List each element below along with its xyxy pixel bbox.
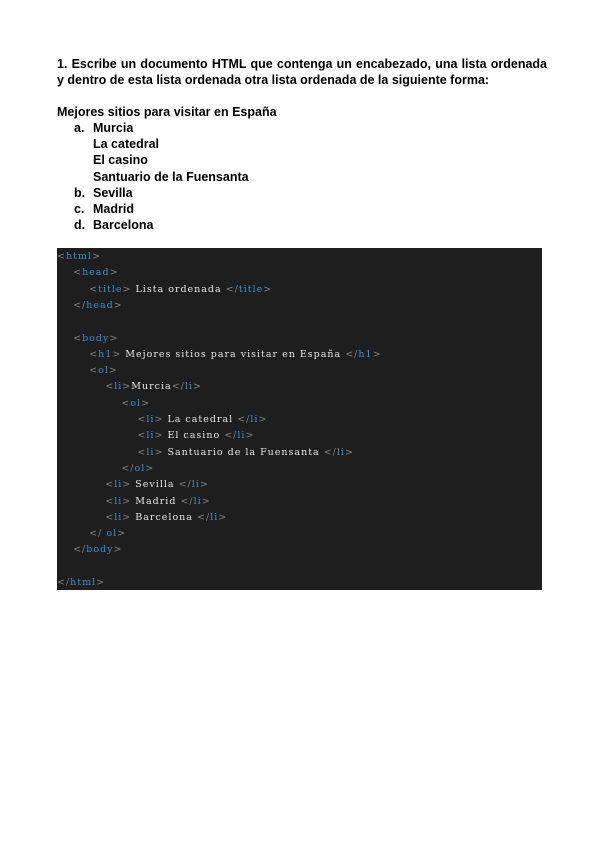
code-tag-name: html [65,251,92,262]
code-bracket: > [122,495,132,507]
code-tag-name: head [82,267,110,279]
code-bracket: > [108,365,118,377]
code-bracket: < [73,267,83,279]
list-item-text: La catedral [93,137,160,152]
code-tag-name: h1 [358,348,373,360]
code-bracket: > [91,251,101,262]
example-list-title: Mejores sitios para visitar en España [57,105,277,119]
code-text [57,544,73,555]
code-line [57,494,211,510]
code-text [57,414,137,425]
code-tag-name: li [191,479,200,491]
code-bracket: < [89,283,99,295]
list-item-text: Santuario de la Fuensanta [93,169,249,184]
list-item-text: Madrid [93,201,134,216]
code-tag-name: ol [134,462,146,474]
code-bracket: > [192,381,202,393]
code-bracket: < [73,332,83,344]
code-bracket: < [137,430,147,442]
code-text [57,479,105,490]
code-tag-name: li [114,479,123,491]
code-bracket: > [263,283,273,295]
code-tag-name: li [114,511,123,523]
list-item-text: El casino [93,153,148,168]
code-bracket: > [109,267,119,279]
list-item-marker: a. [74,121,85,135]
code-line [57,412,267,428]
code-tag-name: ol [130,397,142,409]
list-item-text: Barcelona [93,218,154,233]
code-bracket: > [113,299,123,311]
code-bracket: > [218,511,228,523]
code-text [57,381,105,392]
code-text: Madrid [131,495,181,507]
code-line [57,445,354,461]
code-bracket: > [372,348,382,360]
code-bracket: < [105,381,115,393]
code-bracket: > [122,479,132,491]
code-tag-name: li [114,381,123,393]
code-text: Sevilla [131,479,179,491]
code-bracket: < [105,511,115,523]
code-text: La catedral [163,414,238,425]
code-text: Murcia [131,381,172,393]
code-text: Barcelona [131,511,197,523]
code-tag-name: li [184,381,193,393]
code-bracket: </ [178,479,192,491]
list-item-marker: b. [74,185,86,200]
code-bracket: > [113,544,123,556]
code-bracket: > [122,511,132,523]
code-text: Mejores sitios para visitar en España [121,348,346,360]
code-text [57,300,73,311]
list-item-marker: c. [74,201,85,216]
code-bracket: < [137,446,147,458]
code-bracket: < [121,397,131,409]
code-bracket: > [154,414,164,425]
code-tag-name: h1 [98,348,113,360]
code-bracket: </ [180,495,194,507]
code-bracket: </ [225,283,239,295]
code-bracket: < [89,348,99,360]
code-text [57,267,73,278]
code-bracket: </ [224,430,238,442]
code-line [57,363,118,379]
code-line [57,526,126,542]
code-bracket: </ [73,299,87,311]
code-bracket: </ [121,462,135,474]
code-line [57,428,254,444]
code-tag-name: li [146,446,155,458]
code-bracket: > [117,528,127,540]
code-bracket: > [258,414,268,425]
code-bracket: </ [196,511,211,523]
code-tag-name: title [238,283,264,295]
code-block [57,248,542,590]
code-text: Santuario de la Fuensanta [163,446,324,458]
code-line [57,265,119,281]
code-line [57,575,105,590]
code-text [57,349,89,360]
code-bracket: </ [237,414,251,425]
code-bracket: < [137,414,147,425]
list-item-text: Murcia [93,121,134,135]
code-bracket: > [122,283,132,295]
code-bracket: </ [345,348,359,360]
code-tag-name: li [146,430,155,442]
code-line [57,379,202,395]
code-bracket: > [201,495,211,507]
code-tag-name: li [193,495,202,507]
code-text: El casino [163,430,225,442]
code-bracket: < [57,251,66,262]
code-bracket: </ [73,544,87,556]
code-line [57,510,227,526]
code-bracket: > [344,446,354,458]
code-text [57,528,89,539]
code-tag-name: li [114,495,123,507]
code-bracket: > [112,348,122,360]
code-line [57,542,122,558]
code-bracket: </ [323,446,337,458]
code-text [57,496,105,507]
code-text [57,463,121,474]
code-tag-name: li [250,414,259,425]
code-text [57,447,137,458]
list-item-text: Sevilla [93,185,133,200]
code-bracket: < [105,495,115,507]
code-bracket: < [105,479,115,491]
code-tag-name: html [70,577,97,588]
code-tag-name: li [237,430,246,442]
code-line [57,282,272,298]
code-text [57,365,89,376]
code-bracket: > [199,479,209,491]
code-bracket: > [154,446,164,458]
code-line [57,347,382,363]
code-bracket: < [89,365,99,377]
code-text [57,512,105,523]
code-bracket: </ [57,577,71,588]
code-tag-name: head [86,299,114,311]
code-text [57,398,121,409]
code-tag-name: body [86,544,114,556]
code-tag-name: body [82,332,110,344]
code-bracket: </ [89,528,103,540]
code-bracket: > [154,430,164,442]
code-bracket: > [96,577,106,588]
code-bracket: > [141,397,151,409]
code-line [57,396,150,412]
code-bracket: > [245,430,255,442]
code-tag-name: title [98,283,123,295]
code-text [57,284,89,295]
code-line [57,331,118,347]
code-tag-name: ol [102,528,118,540]
code-line [57,477,209,493]
code-tag-name: li [336,446,345,458]
exercise-question: 1. Escribe un documento HTML que contenga un encabezado, una lista ordenada y dentro de esta lista ordenada otra lista ordenada de la siguiente forma: [57,57,547,87]
code-text [57,430,137,441]
code-line [57,298,123,314]
code-bracket: </ [171,381,185,393]
code-tag-name: ol [98,365,109,377]
code-tag-name: li [210,511,219,523]
code-line [57,461,154,477]
list-item-marker: d. [74,218,86,233]
code-line [57,249,101,265]
code-tag-name: li [146,414,155,425]
code-bracket: > [109,332,119,344]
code-bracket: > [122,381,132,393]
code-text: Lista ordenada [131,283,226,295]
code-bracket: > [145,462,155,474]
code-text [57,333,73,344]
